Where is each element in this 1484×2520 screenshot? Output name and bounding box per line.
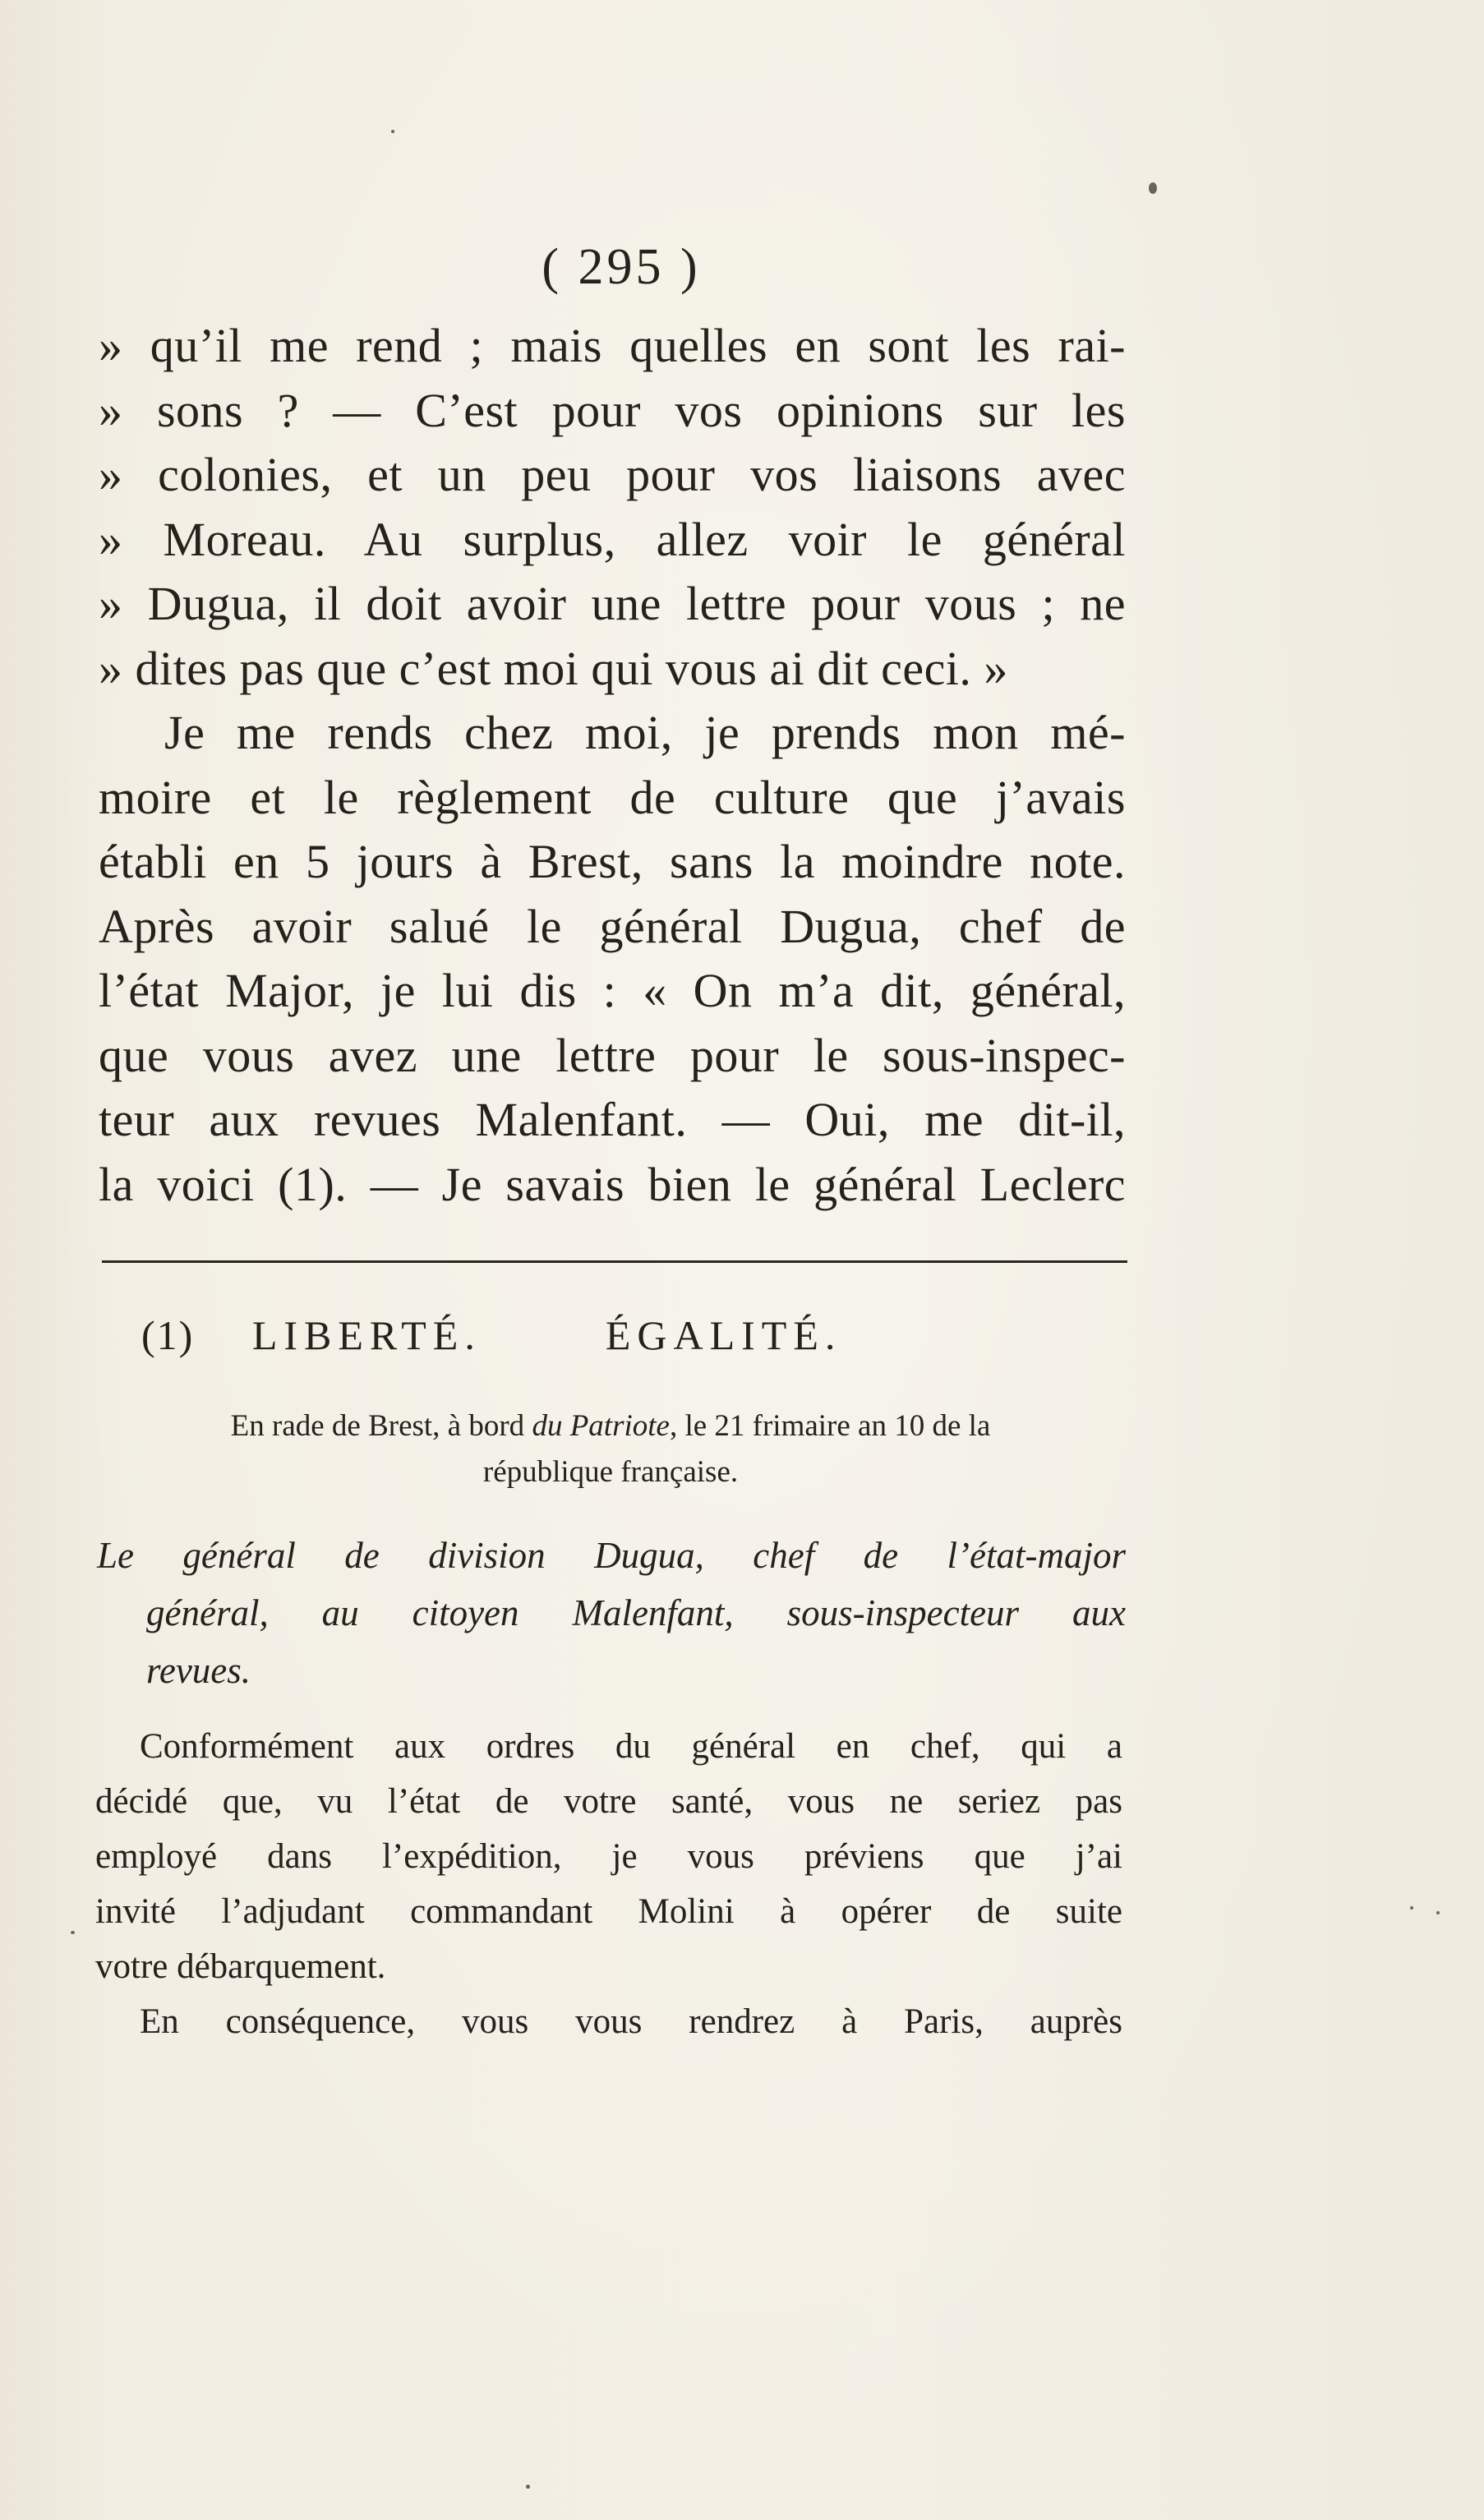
ship-name: du Patriote bbox=[532, 1409, 670, 1443]
page-number: ( 295 ) bbox=[542, 239, 701, 295]
text-line: » colonies, et un peu pour vos liaisons avec bbox=[99, 448, 1126, 501]
text-line: Après avoir salué le général Dugua, chef de bbox=[99, 899, 1126, 953]
footnote-heading bbox=[141, 1311, 1012, 1359]
text-line: » Dugua, il doit avoir une lettre pour vous ; ne bbox=[99, 577, 1126, 630]
text-line: teur aux revues Malenfant. — Oui, me dit-il, bbox=[99, 1093, 1126, 1146]
address-line: revues. bbox=[146, 1650, 251, 1691]
paper-speck bbox=[391, 130, 394, 133]
text-line: moire et le règlement de culture que j’avais bbox=[99, 770, 1126, 824]
text-line: que vous avez une lettre pour le sous-inspec- bbox=[99, 1028, 1126, 1082]
text-line: la voici (1). — Je savais bien le général Leclerc bbox=[99, 1157, 1126, 1211]
footnote-line: votre débarquement. bbox=[95, 1947, 386, 1986]
dateline-line-1 bbox=[97, 1403, 1124, 1449]
dateline-line-2: république française. bbox=[482, 1455, 739, 1489]
dateline-suffix: , le 21 frimaire an 10 de la bbox=[669, 1409, 991, 1443]
footnote-body bbox=[95, 1719, 1122, 2049]
text-line: établi en 5 jours à Brest, sans la moindre note. bbox=[99, 835, 1126, 888]
paper-speck bbox=[526, 2485, 530, 2489]
address-line: général, au citoyen Malenfant, sous-inspecteur aux bbox=[146, 1592, 1126, 1633]
main-text bbox=[99, 314, 1126, 1217]
footnote-marker: (1) bbox=[141, 1312, 195, 1358]
footnote-line: En conséquence, vous vous rendrez à Paris, auprès bbox=[140, 2002, 1122, 2041]
address-line: Le général de division Dugua, chef de l’état-major bbox=[97, 1535, 1126, 1576]
text-line: l’état Major, je lui dis : « On m’a dit, général, bbox=[99, 964, 1126, 1017]
text-line: » sons ? — C’est pour vos opinions sur les bbox=[99, 383, 1126, 437]
footnote-address bbox=[97, 1527, 1126, 1699]
footnote-line: invité l’adjudant commandant Molini à opérer de suite bbox=[95, 1892, 1122, 1931]
footnote-line: décidé que, vu l’état de votre santé, vous ne seriez pas bbox=[95, 1782, 1122, 1821]
footnote-dateline bbox=[97, 1403, 1124, 1495]
text-line: Je me rends chez moi, je prends mon mé- bbox=[164, 706, 1126, 759]
footnote-line: employé dans l’expédition, je vous préviens que j’ai bbox=[95, 1837, 1122, 1876]
paper-speck bbox=[1410, 1906, 1413, 1910]
text-line: » qu’il me rend ; mais quelles en sont les rai- bbox=[99, 319, 1126, 372]
dateline-prefix: En rade de Brest, à bord bbox=[230, 1409, 532, 1443]
motto-egalite: ÉGALITÉ. bbox=[605, 1312, 842, 1358]
text-line: » Moreau. Au surplus, allez voir le général bbox=[99, 512, 1126, 566]
footnote-line: Conformément aux ordres du général en chef, qui a bbox=[140, 1727, 1122, 1766]
text-line: » dites pas que c’est moi qui vous ai dit ceci. » bbox=[99, 641, 1008, 695]
paper-speck bbox=[71, 1931, 75, 1934]
paper-speck bbox=[1436, 1911, 1440, 1914]
motto-liberte: LIBERTÉ. bbox=[251, 1312, 482, 1358]
footnote-separator bbox=[102, 1260, 1127, 1263]
paper-speck bbox=[1149, 182, 1157, 194]
